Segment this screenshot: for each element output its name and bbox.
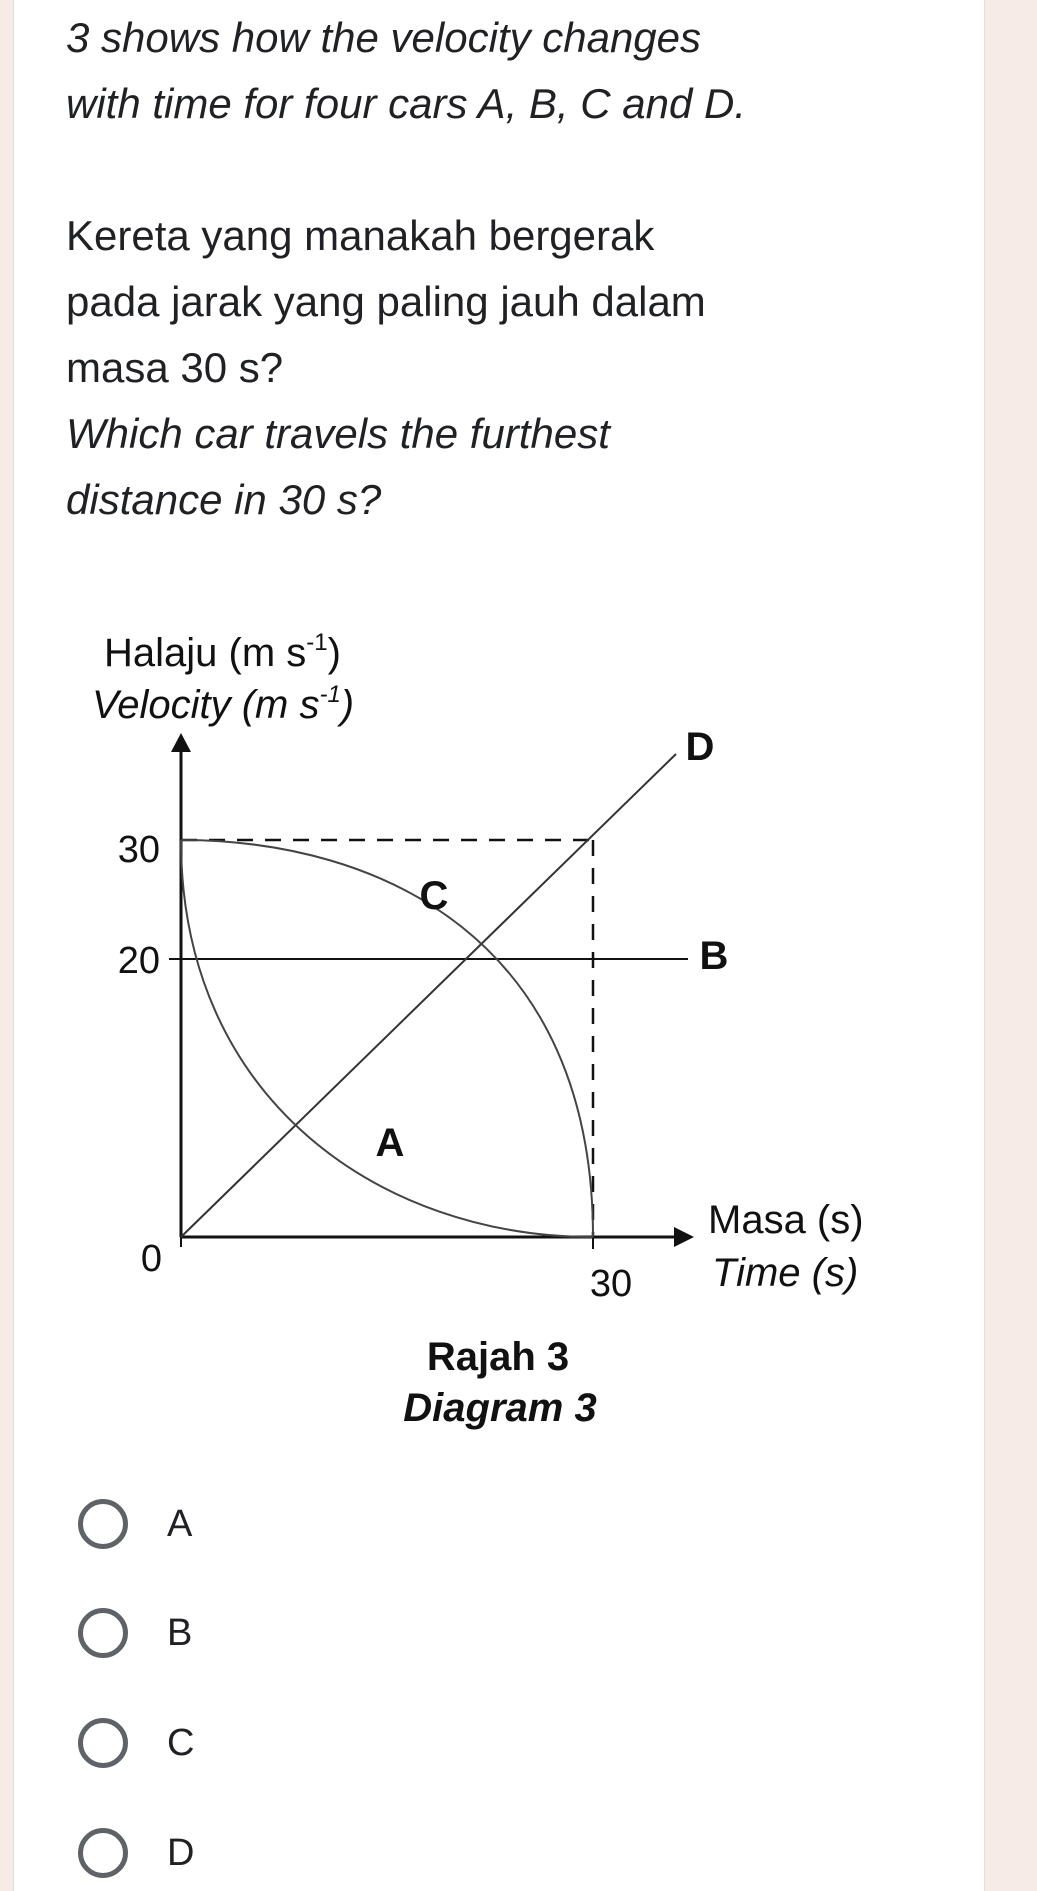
radio-circle-icon[interactable]	[78, 1499, 128, 1549]
question-text-en-1: 3 shows how the velocity changes	[66, 14, 702, 61]
question-text-en-3: Which car travels the furthest	[66, 410, 610, 457]
x-axis-arrow-icon	[674, 1227, 694, 1247]
radio-circle-icon[interactable]	[78, 1608, 128, 1658]
series-A-label: A	[375, 1121, 405, 1165]
series-D-label: D	[685, 725, 715, 769]
x-tick-30-label: 30	[589, 1263, 633, 1305]
diagram-caption-en: Diagram 3	[403, 1386, 597, 1430]
x-axis-label-ms: Masa (s)	[708, 1198, 864, 1242]
option-label: A	[167, 1502, 193, 1545]
y-axis-label-ms: Halaju (m $s^{-1}$)	[104, 629, 341, 675]
diagram-caption-ms: Rajah 3	[426, 1335, 570, 1379]
question-text-en-2: with time for four cars A, B, C and D.	[66, 80, 746, 127]
option-d[interactable]	[78, 1818, 678, 1888]
y-axis-label-en: Velocity (m $s^{-1}$)	[92, 681, 355, 727]
y-tick-20-label: 20	[117, 940, 160, 982]
velocity-time-diagram	[0, 600, 1037, 1450]
question-text-ms-3: masa 30 s?	[66, 344, 284, 391]
option-label: B	[167, 1611, 193, 1654]
question-text-en-4: distance in 30 s?	[66, 476, 382, 523]
question-text-ms-2: pada jarak yang paling jauh dalam	[66, 278, 706, 325]
y-tick-30-label: 30	[117, 829, 160, 871]
option-c[interactable]	[78, 1708, 678, 1778]
series-B-label: B	[699, 934, 729, 978]
option-label: D	[167, 1831, 195, 1874]
radio-circle-icon[interactable]	[78, 1828, 128, 1878]
origin-label: 0	[140, 1238, 162, 1280]
option-a[interactable]	[78, 1489, 678, 1559]
option-label: C	[167, 1721, 195, 1764]
y-axis-arrow-icon	[171, 733, 191, 752]
x-axis-label-en: Time (s)	[712, 1251, 859, 1295]
series-C-label: C	[419, 874, 449, 918]
series-D-line	[181, 754, 676, 1237]
radio-circle-icon[interactable]	[78, 1718, 128, 1768]
option-b[interactable]	[78, 1598, 678, 1668]
question-text-ms-1: Kereta yang manakah bergerak	[66, 212, 655, 259]
